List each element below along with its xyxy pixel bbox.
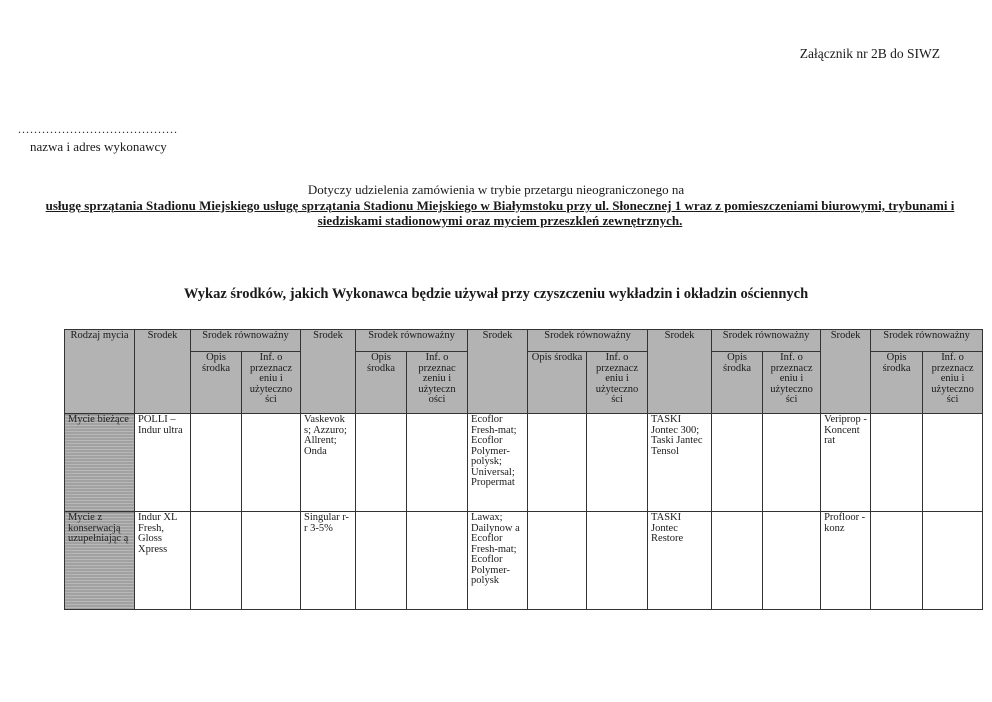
empty-cell xyxy=(242,512,301,610)
header-info: Inf. o przeznacz eniu i użyteczno ści xyxy=(242,352,301,414)
agent-cell: Ecoflor Fresh-mat; Ecoflor Polymer-polysk; Universal; Propermat xyxy=(468,414,528,512)
empty-cell xyxy=(587,512,648,610)
header-agent: Środek xyxy=(821,330,871,414)
empty-cell xyxy=(763,414,821,512)
header-info: Inf. o przeznac zeniu i użyteczn ości xyxy=(407,352,468,414)
empty-cell xyxy=(407,512,468,610)
agent-cell: Veriprop - Koncent rat xyxy=(821,414,871,512)
header-equivalent: Środek równoważny xyxy=(712,330,821,352)
header-equivalent: Środek równoważny xyxy=(356,330,468,352)
header-description: Opis środka xyxy=(356,352,407,414)
empty-cell xyxy=(407,414,468,512)
header-description: Opis środka xyxy=(528,352,587,414)
agent-cell: TASKI Jontec Restore xyxy=(648,512,712,610)
row-type: Mycie z konserwacją uzupełniając ą xyxy=(65,512,135,610)
header-description: Opis środka xyxy=(871,352,923,414)
empty-cell xyxy=(871,414,923,512)
agent-cell: Vaskevok s; Azzuro; Allrent; Onda xyxy=(301,414,356,512)
table-row xyxy=(65,414,983,512)
header-info: Inf. o przeznacz eniu i użyteczno ści xyxy=(923,352,983,414)
empty-cell xyxy=(528,512,587,610)
header-agent: Środek xyxy=(468,330,528,414)
empty-cell xyxy=(763,512,821,610)
header-info: Inf. o przeznacz eniu i użyteczno ści xyxy=(587,352,648,414)
header-description: Opis środka xyxy=(191,352,242,414)
table-heading: Wykaz środków, jakich Wykonawca będzie używał przy czyszczeniu wykładzin i okładzin ościennych xyxy=(183,286,809,302)
header-equivalent: Środek równoważny xyxy=(528,330,648,352)
contractor-label: nazwa i adres wykonawcy xyxy=(30,139,167,154)
agent-cell: Profloor - konz xyxy=(821,512,871,610)
header-type: Rodzaj mycia xyxy=(65,330,135,414)
empty-cell xyxy=(191,414,242,512)
empty-cell xyxy=(871,512,923,610)
attachment-label: Załącznik nr 2B do SIWZ xyxy=(799,46,940,61)
service-description: usługę sprzątania Stadionu Miejskiego usługę sprzątania Stadionu Miejskiego w Białymstoku przy ul. Słonecznej 1 wraz z pomieszczeniami biurowymi, trybunami i siedziskami stadionowymi oraz myciem przeszkleń zewnętrznych. xyxy=(45,198,955,228)
header-description: Opis środka xyxy=(712,352,763,414)
intro-text: Dotyczy udzielenia zamówienia w trybie przetargu nieograniczonego na xyxy=(307,182,685,197)
agent-cell: POLLI – Indur ultra xyxy=(135,414,191,512)
empty-cell xyxy=(191,512,242,610)
agent-cell: TASKI Jontec 300; Taski Jantec Tensol xyxy=(648,414,712,512)
empty-cell xyxy=(587,414,648,512)
table-row xyxy=(65,512,983,610)
empty-cell xyxy=(712,414,763,512)
empty-cell xyxy=(356,512,407,610)
empty-cell xyxy=(923,414,983,512)
header-agent: Środek xyxy=(135,330,191,414)
empty-cell xyxy=(923,512,983,610)
empty-cell xyxy=(242,414,301,512)
agents-table xyxy=(64,329,983,610)
header-info: Inf. o przeznacz eniu i użyteczno ści xyxy=(763,352,821,414)
header-equivalent: Środek równoważny xyxy=(191,330,301,352)
table-header-row xyxy=(65,330,983,352)
contractor-dotted-line: ........................................ xyxy=(18,122,178,136)
empty-cell xyxy=(356,414,407,512)
empty-cell xyxy=(528,414,587,512)
agent-cell: Lawax; Dailynow a Ecoflor Fresh-mat; Ecoflor Polymer-polysk xyxy=(468,512,528,610)
header-agent: Środek xyxy=(648,330,712,414)
agent-cell: Indur XL Fresh, Gloss Xpress xyxy=(135,512,191,610)
header-equivalent: Środek równoważny xyxy=(871,330,983,352)
empty-cell xyxy=(712,512,763,610)
agent-cell: Singular r-r 3-5% xyxy=(301,512,356,610)
header-agent: Środek xyxy=(301,330,356,414)
row-type: Mycie bieżące xyxy=(65,414,135,512)
